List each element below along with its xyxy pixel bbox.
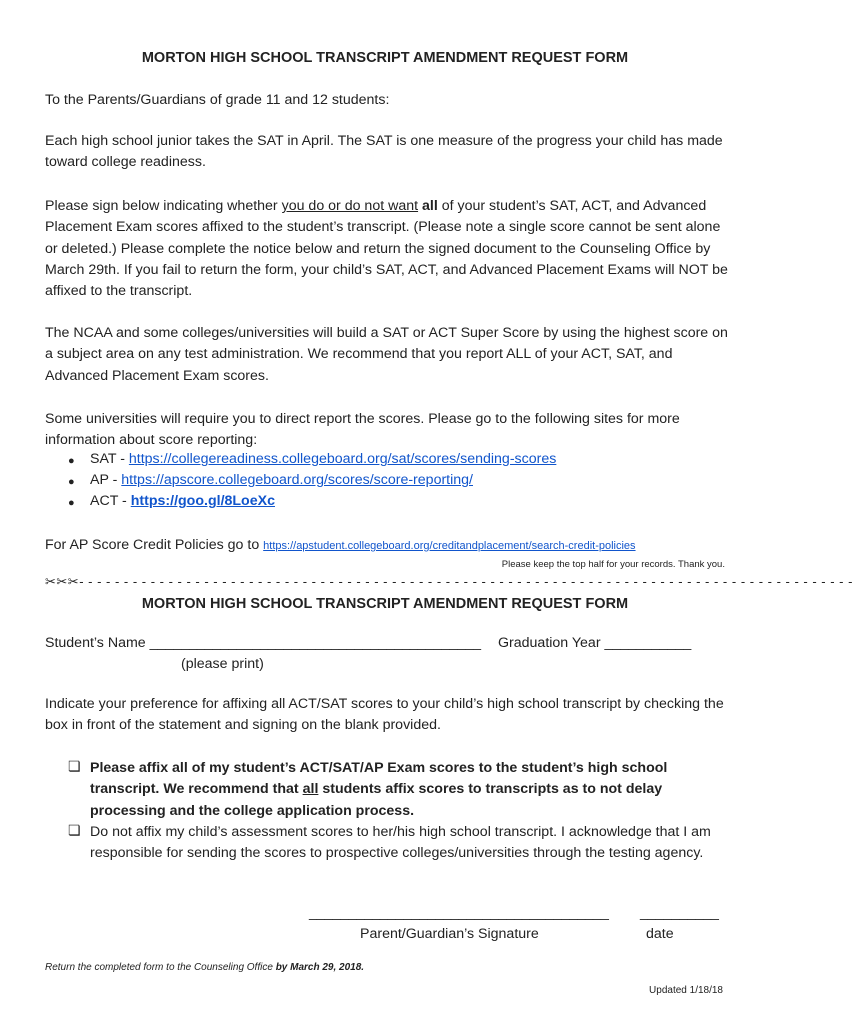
ap-credit-label: For AP Score Credit Policies go to	[45, 537, 264, 553]
return-note-text: Return the completed form to the Counseling Office	[45, 962, 276, 973]
graduation-year-field[interactable]: ___________	[604, 635, 692, 651]
para2-underlined: you do or do not want	[281, 198, 419, 214]
bullet: ●	[68, 497, 75, 509]
sat-link[interactable]: https://collegereadiness.collegeboard.org/sat/scores/sending-scores	[128, 451, 557, 467]
para2-bold-all: all	[422, 198, 438, 214]
graduation-year-label: Graduation Year	[498, 635, 605, 651]
link-label-act: ACT -	[90, 493, 131, 509]
return-deadline: by March 29, 2018.	[275, 962, 365, 973]
keep-note: Please keep the top half for your records. Thank you.	[501, 559, 725, 570]
student-name-row	[45, 635, 481, 651]
ap-link[interactable]: https://apscore.collegeboard.org/scores/score-reporting/	[121, 472, 473, 488]
paragraph-sign-instructions	[45, 196, 735, 302]
option1-all: all	[302, 781, 319, 798]
form-title: MORTON HIGH SCHOOL TRANSCRIPT AMENDMENT REQUEST FORM	[141, 596, 629, 612]
affix-checkbox-icon[interactable]: ❏	[68, 758, 81, 774]
no-affix-checkbox-icon[interactable]: ❏	[68, 822, 81, 838]
paragraph-ncaa: The NCAA and some colleges/universities will build a SAT or ACT Super Score by using the highest score on a subject area on any test administration. We recommend that you report ALL of your ACT, SAT, and Advanced Placement Exam scores.	[45, 325, 728, 384]
link-item-act	[90, 493, 275, 509]
cut-line	[45, 574, 853, 590]
link-label-sat: SAT -	[90, 451, 129, 467]
paragraph-sat: Each high school junior takes the SAT in April. The SAT is one measure of the progress your child has made toward college readiness.	[45, 133, 723, 171]
para2-lead: Please sign below indicating whether	[45, 198, 282, 214]
ap-credit-link[interactable]: https://apstudent.collegeboard.org/creditandplacement/search-credit-policies	[263, 540, 636, 552]
act-link[interactable]: https://goo.gl/8LoeXc	[130, 493, 275, 509]
paragraph-direct-report: Some universities will require you to direct report the scores. Please go to the following sites for more information about score reporting:	[45, 411, 680, 449]
cut-dashes: - - - - - - - - - - - - - - - - - - - - - - - - - - - - - - - - - - - - - - - - - - - - - - - - - - - - - - - - - - - - - - - - - - - - - - - - - - - - - - - - - - - - - - -	[79, 574, 853, 589]
form-instructions: Indicate your preference for affixing all ACT/SAT scores to your child’s high school transcript by checking the box in front of the statement and signing on the blank provided.	[45, 696, 724, 734]
link-item-sat	[90, 451, 556, 467]
student-name-label: Student’s Name	[45, 635, 150, 651]
option1-text-a: Please affix all of my student’s ACT/SAT/AP Exam scores to the student’s high school transcript. We recommend that	[90, 760, 668, 798]
student-name-field[interactable]: __________________________________________	[149, 635, 482, 651]
link-item-ap	[90, 472, 473, 488]
updated-date: Updated 1/18/18	[649, 985, 723, 996]
option1-text-b: students affix scores to transcripts as to not delay processing and the college application process.	[90, 781, 663, 819]
link-label-ap: AP -	[90, 472, 122, 488]
graduation-year-row	[498, 635, 691, 651]
date-label: date	[646, 926, 674, 942]
bullet: ●	[68, 476, 75, 488]
return-note	[45, 962, 364, 973]
date-field[interactable]: __________	[640, 905, 719, 921]
bullet: ●	[68, 455, 75, 467]
para2-rest: of your student’s SAT, ACT, and Advanced Placement Exam scores affixed to the student’s transcript. (Please note a single score cannot be sent alone or deleted.) Please complete the notice below and return the signed document to the Counseling Office by March 29th. If you fail to return the form, your child’s SAT, ACT, and Advanced Placement Exams will NOT be affixed to the transcript.	[45, 198, 728, 300]
option-do-not-affix: Do not affix my child’s assessment scores to her/his high school transcript. I acknowledge that I am responsible for sending the scores to prospective colleges/universities through the testing agency.	[90, 824, 711, 862]
signature-label: Parent/Guardian’s Signature	[360, 926, 539, 942]
ap-credit-line	[45, 536, 636, 554]
signature-field[interactable]: ______________________________________	[309, 905, 609, 921]
option-affix-scores	[90, 758, 730, 822]
salutation: To the Parents/Guardians of grade 11 and 12 students:	[45, 92, 390, 108]
print-note: (please print)	[181, 656, 264, 672]
page-title: MORTON HIGH SCHOOL TRANSCRIPT AMENDMENT REQUEST FORM	[141, 50, 629, 66]
scissors-icon: ✂✂✂	[45, 574, 80, 589]
